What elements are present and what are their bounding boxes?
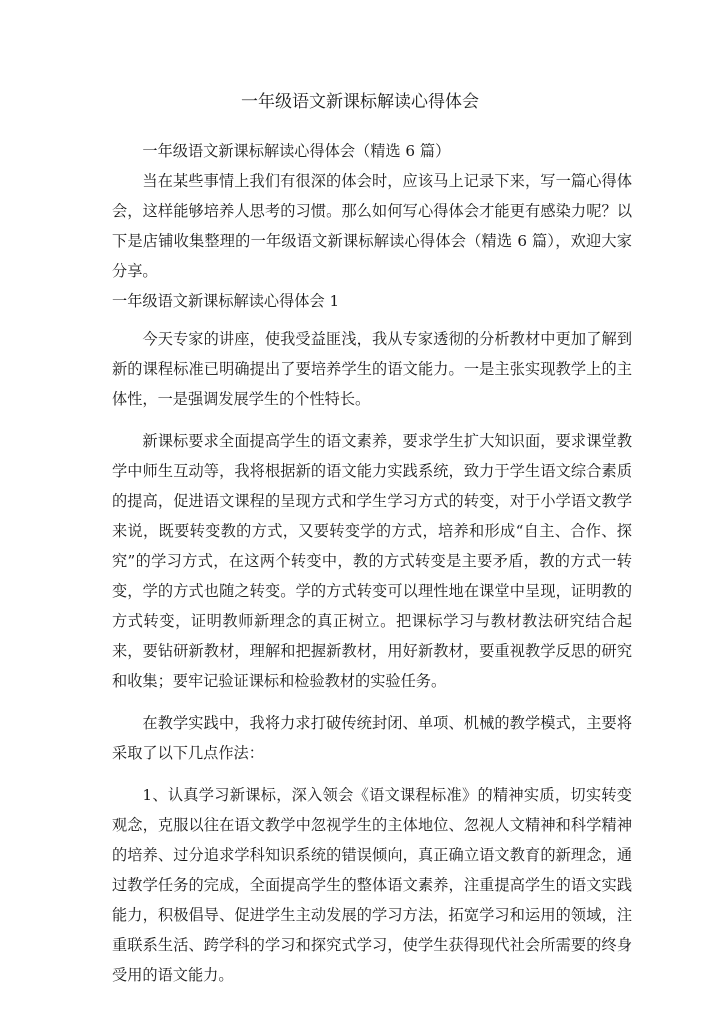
document-body: [112, 136, 632, 990]
paragraph-4: 1、认真学习新课标，深入领会《语文课程标准》的精神实质，切实转变观念，克服以往在语文教学中忽视学生的主体地位、忽视人文精神和科学精神的培养、过分追求学科知识系统的错误倾向，真正确立语文教育的新理念，通过教学任务的完成，全面提高学生的整体语文素养，注重提高学生的语文实践能力，积极倡导、促进学生主动发展的学习方法，拓宽学习和运用的领域，注重联系生活、跨学科的学习和探究式学习，使学生获得现代社会所需要的终身受用的语文能力。: [112, 786, 632, 984]
document-title: 一年级语文新课标解读心得体会: [241, 92, 479, 112]
paragraph-1: 今天专家的讲座，使我受益匪浅，我从专家透彻的分析教材中更加了解到新的课程标准已明确提出了要培养学生的语文能力。一是主张实现教学上的主体性，一是强调发展学生的个性特长。: [112, 330, 632, 408]
paragraph-3: 在教学实践中，我将力求打破传统封闭、单项、机械的教学模式，主要将采取了以下几点作法：: [112, 714, 632, 762]
document-subtitle: 一年级语文新课标解读心得体会（精选 6 篇）: [142, 142, 451, 160]
intro-paragraph: 当在某些事情上我们有很深的体会时，应该马上记录下来，写一篇心得体会，这样能够培养人思考的习惯。那么如何写心得体会才能更有感染力呢？以下是店铺收集整理的一年级语文新课标解读心得体会（精选 6 篇），欢迎大家分享。: [112, 172, 632, 280]
section-heading: 一年级语文新课标解读心得体会 1: [112, 292, 340, 310]
paragraph-2: 新课标要求全面提高学生的语文素养，要求学生扩大知识面，要求课堂教学中师生互动等，我将根据新的语文能力实践系统，致力于学生语文综合素质的提高，促进语文课程的呈现方式和学生学习方式的转变，对于小学语文教学来说，既要转变教的方式，又要转变学的方式，培养和形成“自主、合作、探究”的学习方式，在这两个转变中，教的方式转变是主要矛盾，教的方式一转变，学的方式也随之转变。学的方式转变可以理性地在课堂中呈现，证明教的方式转变，证明教师新理念的真正树立。把课标学习与教材教法研究结合起来，要钻研新教材，理解和把握新教材，用好新教材，要重视教学反思的研究和收集；要牢记验证课标和检验教材的实验任务。: [112, 432, 632, 690]
